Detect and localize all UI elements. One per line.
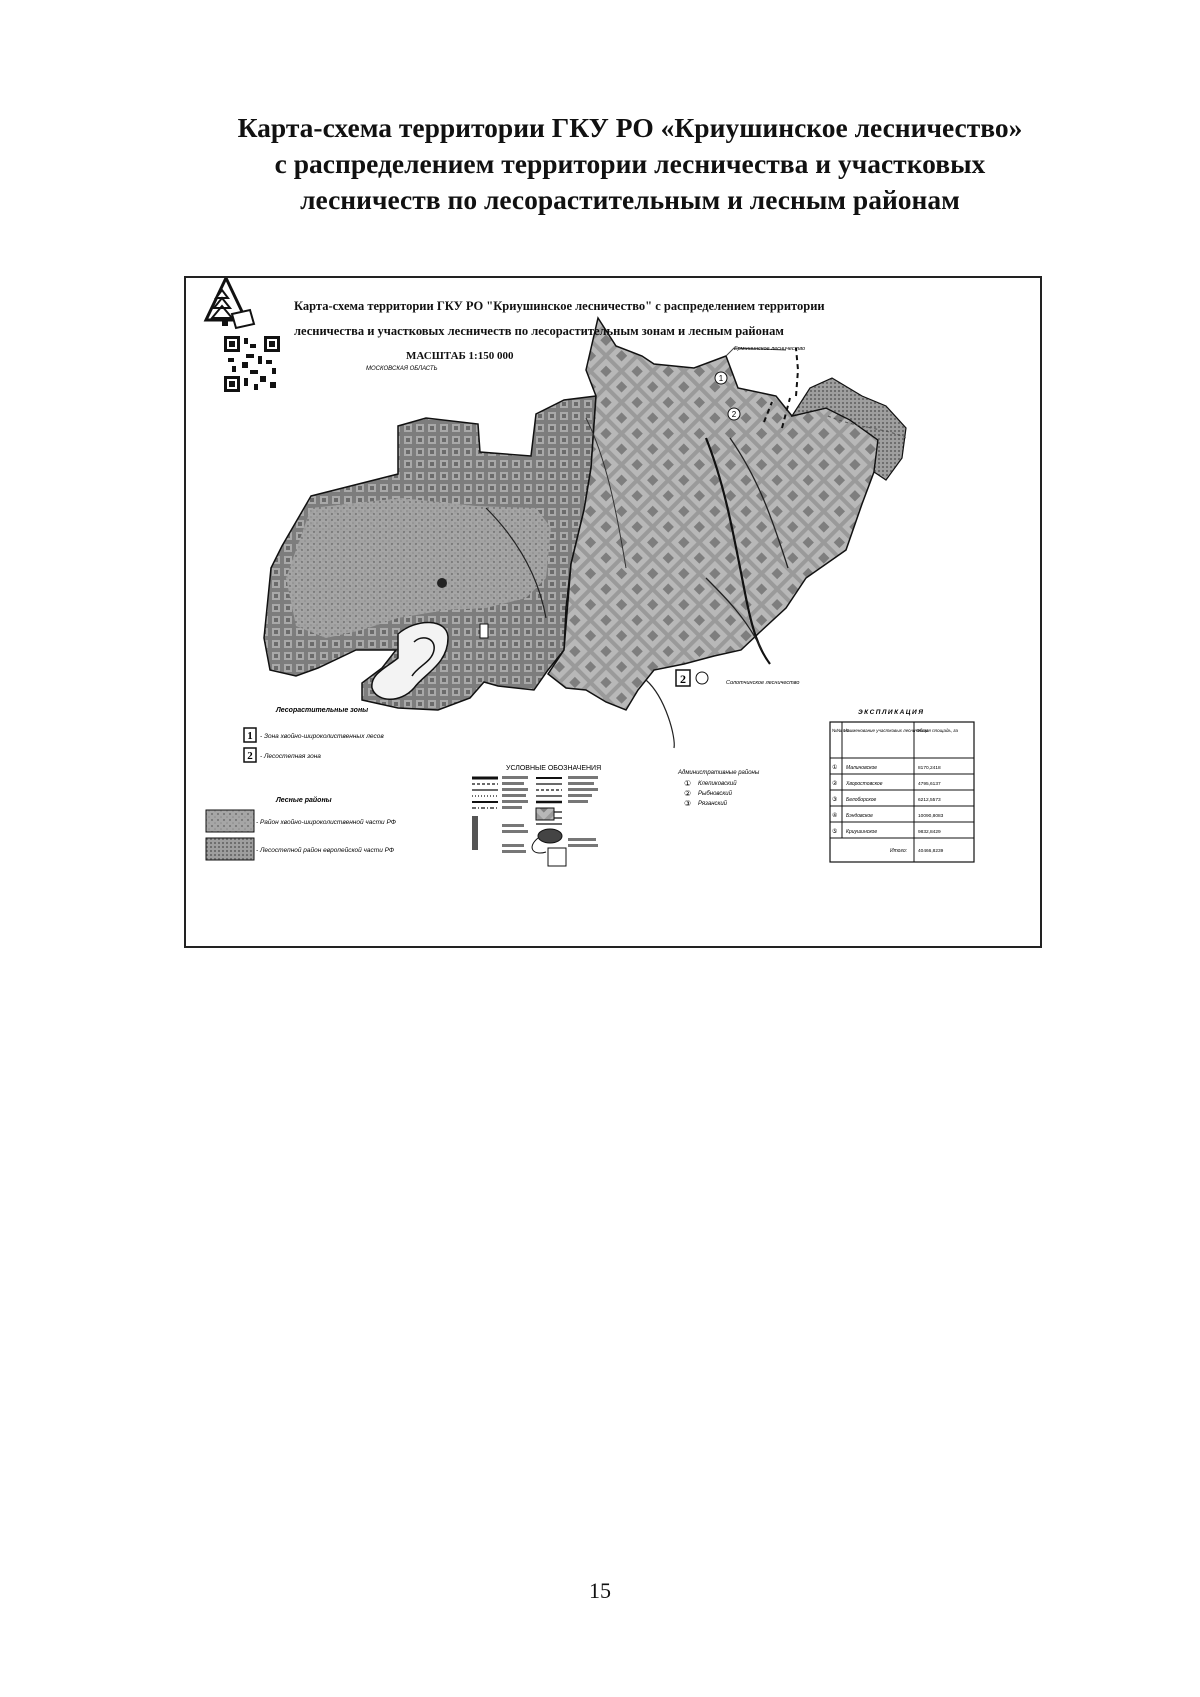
page-title-line-2: с распределением территории лесничества и участковых bbox=[274, 148, 986, 179]
explication-row-3-area: 6212,5573 bbox=[918, 798, 941, 803]
explication-row-1-area: 8170,2418 bbox=[918, 766, 941, 771]
explication-row-1-num: ① bbox=[832, 764, 838, 771]
explication-row-3-name: Белоборское bbox=[846, 797, 877, 803]
admin-2-num: ② bbox=[684, 789, 692, 798]
explication-heading: ЭКСПЛИКАЦИЯ bbox=[858, 709, 925, 716]
neighbor-top-label: Ермишинское лесничество bbox=[734, 346, 806, 352]
page-number: 15 bbox=[589, 1578, 611, 1603]
forestry-logo-icon bbox=[206, 278, 254, 328]
qr-code-icon bbox=[224, 336, 280, 392]
admin-districts-legend bbox=[677, 769, 760, 808]
page-title-line-1: Карта-схема территории ГКУ РО «Криушинское лесничество» bbox=[237, 112, 1023, 143]
zone-1-label: - Зона хвойно-широколиственных лесов bbox=[260, 733, 384, 740]
explication-row-4-area: 10090,8083 bbox=[918, 814, 944, 819]
map-figure bbox=[184, 276, 1042, 948]
svg-text:1: 1 bbox=[718, 374, 724, 383]
forest-districts-heading: Лесные районы bbox=[276, 797, 332, 804]
explication-header-name: Наименование участковых лесничеств bbox=[844, 728, 929, 733]
explication-row-4-name: Бэндовское bbox=[846, 813, 873, 819]
map-svg bbox=[186, 278, 1040, 946]
zones-heading: Лесорастительные зоны bbox=[276, 707, 369, 714]
zone-1-num: 1 bbox=[247, 730, 253, 742]
zone-2-num: 2 bbox=[247, 750, 253, 762]
forest-districts-legend bbox=[206, 796, 396, 860]
map-scale: МАСШТАБ 1:150 000 bbox=[406, 350, 514, 362]
zones-legend bbox=[244, 707, 384, 762]
explication-total-value: 40466,8239 bbox=[918, 849, 944, 854]
admin-heading: Административные районы bbox=[678, 770, 760, 776]
forest-district-2-label: - Лесостепной район европейской части РФ bbox=[256, 847, 395, 854]
explication-header-num: №№ п/п bbox=[832, 728, 850, 733]
svg-text:2: 2 bbox=[731, 410, 737, 419]
explication-row-1-name: Малиновское bbox=[846, 765, 878, 771]
region-label: МОСКОВСКАЯ ОБЛАСТЬ bbox=[366, 366, 438, 372]
admin-3-label: Рязанский bbox=[698, 801, 728, 807]
explication-table bbox=[830, 709, 974, 862]
explication-row-4-num: ④ bbox=[832, 812, 838, 819]
page-title bbox=[180, 110, 1080, 218]
explication-row-5-area: 9832,8429 bbox=[918, 830, 941, 835]
explication-header-area: Общая площадь, га bbox=[916, 728, 958, 733]
explication-row-5-name: Криушинское bbox=[846, 829, 878, 835]
forest-district-1-swatch bbox=[206, 810, 254, 832]
symbols-legend bbox=[472, 765, 601, 866]
explication-total-label: Итого: bbox=[890, 848, 908, 854]
admin-3-num: ③ bbox=[684, 799, 692, 808]
explication-row-2-area: 4795,6137 bbox=[918, 782, 941, 787]
neighbor-bottom-label: Солотчинское лесничество bbox=[726, 680, 800, 686]
page-title-line-3: лесничеств по лесорастительным и лесным районам bbox=[300, 184, 960, 215]
symbols-legend-heading: УСЛОВНЫЕ ОБОЗНАЧЕНИЯ bbox=[506, 765, 602, 772]
forestry-territory-map bbox=[264, 318, 906, 748]
map-title-line-2: лесничества и участковых лесничеств по лесорастительным зонам и лесным районам bbox=[294, 324, 784, 338]
admin-1-num: ① bbox=[684, 779, 692, 788]
forest-district-1-label: - Район хвойно-широколиственной части РФ bbox=[256, 819, 396, 826]
forest-district-2-swatch bbox=[206, 838, 254, 860]
svg-text:2: 2 bbox=[680, 672, 686, 686]
explication-row-3-num: ③ bbox=[832, 796, 838, 803]
zone-2-label: - Лесостепная зона bbox=[260, 753, 321, 760]
admin-1-label: Клепиковский bbox=[698, 781, 737, 787]
map-title-line-1: Карта-схема территории ГКУ РО "Криушинское лесничество" с распределением территории bbox=[294, 299, 825, 313]
explication-row-2-name: Хворостовское bbox=[846, 781, 883, 787]
admin-2-label: Рыбновский bbox=[698, 791, 732, 797]
explication-row-2-num: ② bbox=[832, 780, 838, 787]
explication-row-5-num: ⑤ bbox=[832, 828, 838, 835]
